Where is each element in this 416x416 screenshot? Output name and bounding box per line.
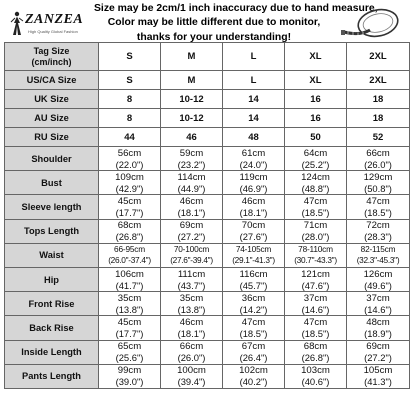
- row-label: UK Size: [5, 90, 99, 109]
- measure-cell: [223, 171, 285, 195]
- measure-cell: [285, 171, 347, 195]
- measure-cell: [285, 243, 347, 267]
- row-label: Sleeve length: [5, 195, 99, 219]
- inch-value: (26.4"): [239, 352, 268, 364]
- inch-value: (26.0"-37.4"): [108, 255, 151, 266]
- measure-cell: [223, 147, 285, 171]
- measure-cell: [285, 195, 347, 219]
- measure-cell: [223, 219, 285, 243]
- size-cell: 52: [347, 128, 410, 147]
- brand-logo: [8, 9, 100, 39]
- row-label: AU Size: [5, 109, 99, 128]
- cm-value: 37cm: [366, 292, 390, 304]
- measure-cell: [347, 364, 410, 388]
- inch-value: (13.8"): [115, 303, 144, 315]
- measure-row: [5, 267, 410, 291]
- inch-value: (18.5"): [301, 206, 330, 218]
- size-cell: S: [99, 71, 161, 90]
- cm-value: 99cm: [117, 365, 142, 377]
- cm-value: 119cm: [239, 171, 268, 183]
- cm-value: 124cm: [301, 171, 330, 183]
- cm-value: 121cm: [301, 268, 330, 280]
- inch-value: (26.8"): [301, 352, 330, 364]
- inch-value: (29.1"-41.3"): [232, 255, 275, 266]
- size-cell: 8: [99, 90, 161, 109]
- inch-value: (14.6"): [301, 303, 330, 315]
- size-cell: 46: [161, 128, 223, 147]
- cm-value: 74-105cm: [235, 244, 272, 255]
- inch-value: (27.6"-39.4"): [170, 255, 213, 266]
- inch-value: (26.0"): [364, 158, 392, 170]
- measure-cell: [161, 195, 223, 219]
- size-header-cell: S: [99, 43, 161, 71]
- size-cell: 16: [285, 109, 347, 128]
- measuring-tape-icon: [340, 6, 404, 42]
- measure-cell: [347, 292, 410, 316]
- cm-value: 45cm: [117, 195, 142, 207]
- cm-value: 66cm: [366, 147, 390, 159]
- measure-cell: [161, 219, 223, 243]
- inch-value: (28.0"): [301, 231, 330, 243]
- size-cell: 10-12: [161, 90, 223, 109]
- cm-value: 78-110cm: [298, 244, 333, 255]
- cm-value: 56cm: [117, 147, 142, 159]
- inch-value: (17.7"): [115, 206, 144, 218]
- size-cell: XL: [285, 71, 347, 90]
- cm-value: 36cm: [241, 292, 266, 304]
- inch-value: (14.2"): [239, 303, 268, 315]
- size-cell: 8: [99, 109, 161, 128]
- inch-value: (27.6"): [239, 231, 268, 243]
- tag-size-label: Tag Size (cm/inch): [5, 43, 99, 71]
- measure-cell: [223, 243, 285, 267]
- measure-cell: [347, 340, 410, 364]
- inch-value: (27.2"): [177, 231, 206, 243]
- inch-value: (48.8"): [301, 182, 330, 194]
- measure-cell: [347, 267, 410, 291]
- measure-cell: [161, 267, 223, 291]
- size-row: [5, 71, 410, 90]
- header-row: [5, 43, 410, 71]
- measure-cell: [161, 243, 223, 267]
- measure-cell: [223, 267, 285, 291]
- inch-value: (18.1"): [239, 206, 268, 218]
- measure-row: [5, 147, 410, 171]
- row-label: Hip: [5, 267, 99, 291]
- inch-value: (40.6"): [301, 376, 330, 388]
- inch-value: (28.3"): [364, 231, 392, 243]
- measure-row: [5, 171, 410, 195]
- inch-value: (41.3"): [364, 376, 392, 388]
- cm-value: 100cm: [177, 365, 206, 377]
- measure-cell: [99, 219, 161, 243]
- inch-value: (22.0"): [115, 158, 144, 170]
- measure-cell: [223, 195, 285, 219]
- inch-value: (47.6"): [301, 279, 330, 291]
- cm-value: 69cm: [366, 341, 390, 353]
- notice-line: Size may be 2cm/1 inch inaccuracy due to hand measure,: [94, 3, 378, 14]
- measure-cell: [161, 316, 223, 340]
- cm-value: 103cm: [301, 365, 330, 377]
- measure-cell: [99, 267, 161, 291]
- inch-value: (44.9"): [177, 182, 206, 194]
- inch-value: (26.8"): [115, 231, 144, 243]
- size-cell: 16: [285, 90, 347, 109]
- measure-cell: [99, 316, 161, 340]
- inch-value: (43.7"): [177, 279, 206, 291]
- cm-value: 59cm: [179, 147, 204, 159]
- size-cell: M: [161, 71, 223, 90]
- inch-value: (41.7"): [115, 279, 144, 291]
- cm-value: 105cm: [363, 365, 393, 377]
- measure-cell: [347, 171, 410, 195]
- measure-cell: [223, 292, 285, 316]
- measure-cell: [161, 171, 223, 195]
- size-row: [5, 109, 410, 128]
- inch-value: (18.1"): [177, 327, 206, 339]
- inch-value: (18.9"): [364, 327, 392, 339]
- size-notice: [94, 2, 378, 45]
- cm-value: 82-115cm: [360, 244, 396, 255]
- measure-cell: [285, 364, 347, 388]
- inch-value: (46.9"): [239, 182, 268, 194]
- size-cell: 48: [223, 128, 285, 147]
- measure-cell: [285, 292, 347, 316]
- cm-value: 66-95cm: [114, 244, 145, 255]
- size-row: [5, 128, 410, 147]
- size-header-cell: M: [161, 43, 223, 71]
- row-label: Pants Length: [5, 364, 99, 388]
- measure-cell: [285, 219, 347, 243]
- size-cell: 2XL: [347, 71, 410, 90]
- measure-cell: [161, 340, 223, 364]
- inch-value: (32.3"-45.3"): [356, 255, 400, 266]
- inch-value: (42.9"): [115, 182, 144, 194]
- cm-value: 47cm: [241, 316, 266, 328]
- inch-value: (23.2"): [177, 158, 206, 170]
- cm-value: 35cm: [117, 292, 142, 304]
- measure-cell: [161, 364, 223, 388]
- measure-cell: [347, 219, 410, 243]
- cm-value: 37cm: [303, 292, 328, 304]
- inch-value: (18.1"): [177, 206, 206, 218]
- measure-cell: [161, 292, 223, 316]
- brand-tagline: High Quality Global Fashion: [28, 29, 78, 34]
- measure-cell: [99, 171, 161, 195]
- cm-value: 70-100cm: [173, 244, 210, 255]
- inch-value: (26.0"): [177, 352, 206, 364]
- size-cell: 18: [347, 109, 410, 128]
- inch-value: (30.7"-43.3"): [294, 255, 337, 266]
- cm-value: 102cm: [239, 365, 268, 377]
- inch-value: (18.5"): [239, 327, 268, 339]
- notice-line: thanks for your understanding!: [136, 31, 292, 43]
- row-label: Tops Length: [5, 219, 99, 243]
- measure-cell: [161, 147, 223, 171]
- cm-value: 71cm: [303, 220, 328, 232]
- cm-value: 126cm: [363, 268, 393, 280]
- measure-cell: [223, 316, 285, 340]
- row-label: Shoulder: [5, 147, 99, 171]
- measure-row: [5, 340, 410, 364]
- inch-value: (13.8"): [177, 303, 206, 315]
- cm-value: 48cm: [366, 316, 390, 328]
- row-label: US/CA Size: [5, 71, 99, 90]
- measure-cell: [223, 340, 285, 364]
- cm-value: 61cm: [241, 147, 266, 159]
- inch-value: (25.6"): [115, 352, 144, 364]
- cm-value: 129cm: [363, 171, 393, 183]
- cm-value: 116cm: [239, 268, 268, 280]
- cm-value: 106cm: [115, 268, 144, 280]
- inch-value: (18.5"): [364, 206, 392, 218]
- cm-value: 68cm: [303, 341, 328, 353]
- inch-value: (18.5"): [301, 327, 330, 339]
- row-label: Front Rise: [5, 292, 99, 316]
- measure-row: [5, 195, 410, 219]
- size-cell: 50: [285, 128, 347, 147]
- row-label: Back Rise: [5, 316, 99, 340]
- measure-cell: [285, 316, 347, 340]
- cm-value: 68cm: [117, 220, 142, 232]
- cm-value: 111cm: [177, 268, 206, 280]
- measure-cell: [347, 195, 410, 219]
- measure-cell: [99, 364, 161, 388]
- fashion-figure-icon: [10, 11, 24, 37]
- measure-cell: [99, 292, 161, 316]
- measure-cell: [99, 195, 161, 219]
- cm-value: 47cm: [366, 195, 390, 207]
- row-label: Waist: [5, 243, 99, 267]
- inch-value: (25.2"): [301, 158, 330, 170]
- inch-value: (50.8"): [364, 182, 392, 194]
- cm-value: 64cm: [303, 147, 328, 159]
- cm-value: 67cm: [241, 341, 266, 353]
- measure-cell: [285, 267, 347, 291]
- cm-value: 70cm: [241, 220, 266, 232]
- cm-value: 114cm: [177, 171, 206, 183]
- inch-value: (45.7"): [239, 279, 268, 291]
- size-cell: 44: [99, 128, 161, 147]
- measure-cell: [99, 243, 161, 267]
- inch-value: (39.0"): [115, 376, 144, 388]
- size-header-cell: 2XL: [347, 43, 410, 71]
- cm-value: 109cm: [115, 171, 144, 183]
- cm-value: 65cm: [117, 341, 142, 353]
- cm-value: 72cm: [366, 220, 390, 232]
- measure-row: [5, 219, 410, 243]
- measure-row: [5, 243, 410, 267]
- size-cell: L: [223, 71, 285, 90]
- cm-value: 69cm: [179, 220, 204, 232]
- size-cell: 18: [347, 90, 410, 109]
- size-header-cell: L: [223, 43, 285, 71]
- size-header-cell: XL: [285, 43, 347, 71]
- size-row: [5, 90, 410, 109]
- measure-cell: [285, 340, 347, 364]
- cm-value: 47cm: [303, 195, 328, 207]
- measure-cell: [347, 243, 410, 267]
- size-cell: 14: [223, 109, 285, 128]
- measure-cell: [347, 316, 410, 340]
- measure-row: [5, 292, 410, 316]
- cm-value: 46cm: [179, 195, 204, 207]
- row-label: Bust: [5, 171, 99, 195]
- size-chart-table: [4, 42, 410, 389]
- row-label: Inside Length: [5, 340, 99, 364]
- notice-line: Color may be little different due to monitor,: [107, 17, 321, 29]
- cm-value: 66cm: [179, 341, 204, 353]
- header: [0, 0, 416, 44]
- measure-row: [5, 364, 410, 388]
- inch-value: (17.7"): [115, 327, 144, 339]
- measure-row: [5, 316, 410, 340]
- size-cell: 14: [223, 90, 285, 109]
- measure-cell: [99, 147, 161, 171]
- cm-value: 46cm: [179, 316, 204, 328]
- cm-value: 35cm: [179, 292, 204, 304]
- cm-value: 45cm: [117, 316, 142, 328]
- inch-value: (40.2"): [239, 376, 268, 388]
- inch-value: (14.6"): [364, 303, 392, 315]
- cm-value: 47cm: [303, 316, 328, 328]
- inch-value: (24.0"): [239, 158, 268, 170]
- measure-cell: [223, 364, 285, 388]
- brand-name: ZANZEA: [25, 12, 84, 27]
- row-label: RU Size: [5, 128, 99, 147]
- size-cell: 10-12: [161, 109, 223, 128]
- cm-value: 46cm: [241, 195, 266, 207]
- measure-cell: [99, 340, 161, 364]
- inch-value: (49.6"): [364, 279, 392, 291]
- inch-value: (27.2"): [364, 352, 392, 364]
- measure-cell: [347, 147, 410, 171]
- measure-cell: [285, 147, 347, 171]
- inch-value: (39.4"): [177, 376, 206, 388]
